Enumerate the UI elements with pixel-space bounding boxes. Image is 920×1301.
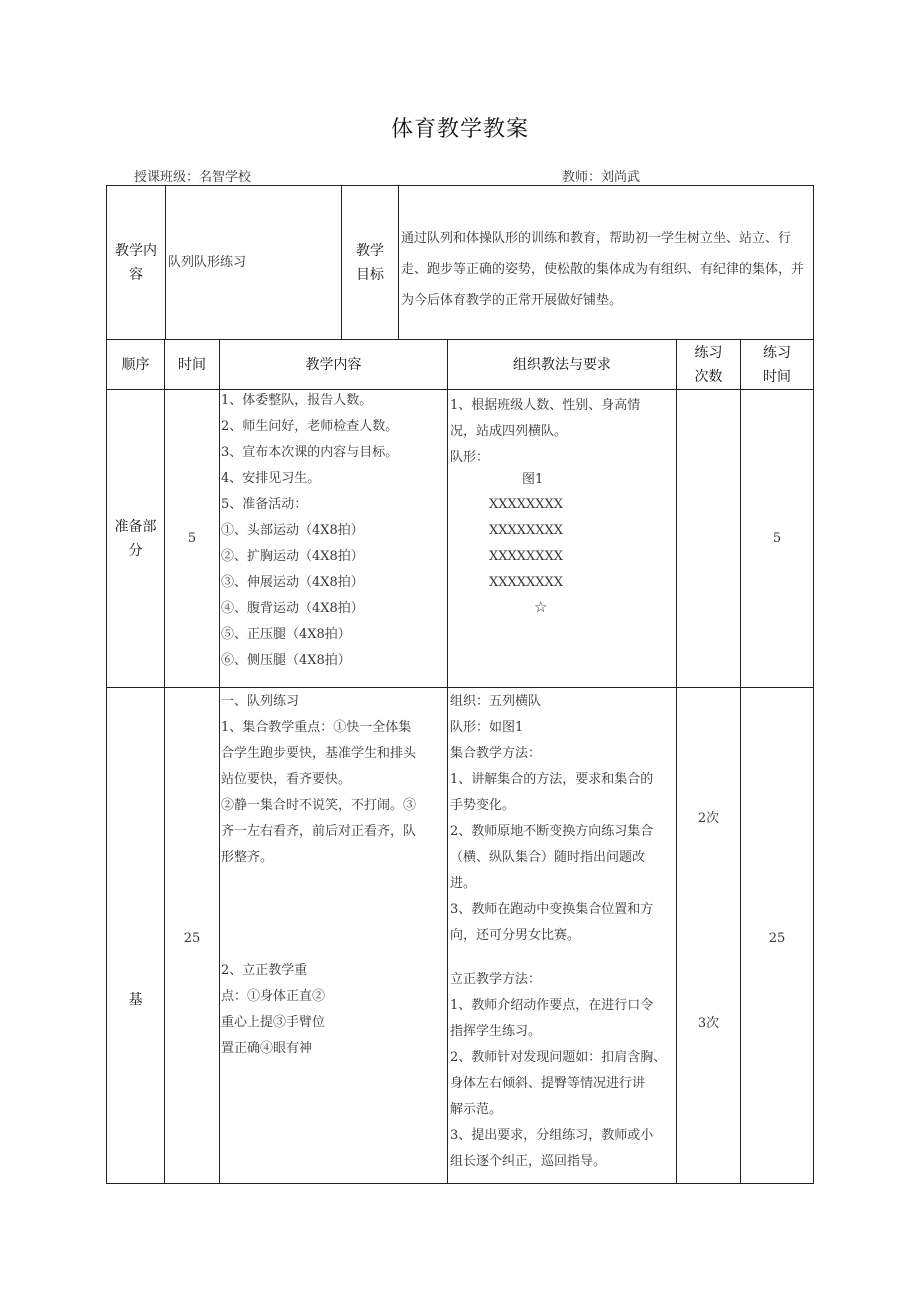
main-content-line: 形整齐。 (221, 850, 274, 865)
prep-content-line: 5、准备活动： (221, 497, 308, 512)
main-method-line: 进。 (450, 876, 477, 891)
formation-row: XXXXXXXX (489, 549, 564, 564)
main-method-line: 手势变化。 (450, 798, 516, 813)
main-method-line: （横、纵队集合）随时指出问题改 (450, 850, 646, 865)
prep-content-line: ①、头部运动（4X8拍） (221, 523, 364, 538)
main-time: 25 (183, 931, 201, 946)
main-content-line: 2、立正教学重 (221, 963, 308, 978)
main-content-stand (221, 958, 325, 1062)
header-count: 练习次数 (694, 344, 723, 385)
main-method-line: 组长逐个纠正，巡回指导。 (450, 1154, 607, 1169)
main-method-line: 集合教学方法： (450, 746, 542, 761)
main-content-queue (221, 689, 416, 871)
header-count-cell (677, 340, 740, 389)
main-method-line: 3、提出要求，分组练习，教师或小 (450, 1128, 654, 1143)
main-count-b: 3次 (697, 1016, 720, 1031)
main-duration: 25 (768, 931, 786, 946)
goal-label-cell (342, 186, 398, 339)
main-label: 基 (128, 992, 143, 1008)
goal-text: 通过队列和体操队形的训练和教育，帮助初一学生树立坐、站立、行走、跑步等正确的姿势，使松散的集体成为有组织、有纪律的集体，并为今后体育教学的正常开展做好铺垫。 (401, 231, 805, 308)
main-content-line: 重心上提③手臂位 (221, 1015, 326, 1030)
content-label: 教学内容 (115, 242, 157, 283)
main-method-line: 1、教师介绍动作要点，在进行口令 (450, 998, 654, 1013)
prep-duration: 5 (772, 531, 782, 546)
main-method-line: 指挥学生练习。 (450, 1024, 542, 1039)
figure-caption: 图1 (522, 472, 544, 487)
main-content-line: 置正确④眼有神 (221, 1041, 313, 1056)
header-time: 时间 (178, 356, 206, 373)
main-content-line: ②静一集合时不说笑，不打闹。③ (221, 798, 417, 813)
prep-method (450, 393, 640, 471)
prep-content-line: 1、体委整队，报告人数。 (221, 393, 373, 408)
main-count-a: 2次 (697, 811, 720, 826)
prep-label: 准备部分 (114, 518, 157, 559)
main-method-line: 身体左右倾斜、提臀等情况进行讲 (450, 1076, 646, 1091)
main-method-line: 2、教师原地不断变换方向练习集合 (450, 824, 654, 839)
main-method-queue (450, 689, 653, 949)
prep-content-line: ⑥、侧压腿（4X8拍） (221, 653, 351, 668)
prep-content-line: 2、师生问好，老师检查人数。 (221, 419, 399, 434)
main-method-line: 3、教师在跑动中变换集合位置和方 (450, 902, 654, 917)
prep-method-line: 1、根据班级人数、性别、身高情 (450, 398, 641, 413)
content-value: 队列队形练习 (168, 255, 247, 270)
formation-row: XXXXXXXX (489, 575, 564, 590)
prep-content-line: ⑤、正压腿（4X8拍） (221, 627, 351, 642)
main-method-line: 2、教师针对发现问题如：扣肩含胸、 (450, 1050, 667, 1065)
header-duration: 练习时间 (763, 344, 791, 385)
main-content-line: 站位要快，看齐要快。 (221, 772, 352, 787)
class-label: 授课班级：名智学校 (134, 170, 252, 185)
prep-content-line: ③、伸展运动（4X8拍） (221, 575, 364, 590)
formation-row: XXXXXXXX (489, 523, 564, 538)
goal-label: 教学目标 (356, 242, 384, 283)
prep-time: 5 (187, 531, 197, 546)
formation-diagram (489, 492, 563, 596)
prep-method-line: 队形： (450, 450, 490, 465)
main-method-line: 向，还可分男女比赛。 (450, 928, 581, 943)
header-order: 顺序 (121, 356, 150, 373)
main-content-line: 齐一左右看齐，前后对正看齐，队 (221, 824, 417, 839)
header-duration-cell (741, 340, 813, 389)
main-content-line: 点：①身体正直② (221, 989, 326, 1004)
main-method-line: 组织：五列横队 (450, 694, 542, 709)
main-content-line: 1、集合教学重点：①快一全体集 (221, 720, 412, 735)
prep-label-cell (107, 390, 164, 687)
prep-content-line: 4、安排见习生。 (221, 471, 321, 486)
main-method-stand (450, 967, 666, 1175)
prep-method-line: 况，站成四列横队。 (450, 424, 568, 439)
main-content-line: 合学生跑步要快，基准学生和排头 (221, 746, 417, 761)
header-method: 组织教法与要求 (513, 356, 611, 373)
teacher-label: 教师：刘尚武 (562, 170, 641, 185)
main-method-line: 1、讲解集合的方法，要求和集合的 (450, 772, 654, 787)
main-method-line: 立正教学方法： (450, 972, 542, 987)
main-method-line: 队形：如图1 (450, 720, 524, 735)
document-title: 体育教学教案 (390, 117, 529, 142)
prep-content (221, 388, 398, 674)
formation-row: XXXXXXXX (489, 497, 564, 512)
prep-content-line: ②、扩胸运动（4X8拍） (221, 549, 364, 564)
prep-content-line: ④、腹背运动（4X8拍） (221, 601, 364, 616)
prep-content-line: 3、宣布本次课的内容与目标。 (221, 445, 399, 460)
main-method-line: 解示范。 (450, 1102, 503, 1117)
main-content-line: 一、队列练习 (221, 694, 300, 709)
teacher-star-icon: ☆ (534, 598, 548, 616)
content-label-cell (107, 186, 165, 339)
header-content: 教学内容 (305, 356, 362, 373)
